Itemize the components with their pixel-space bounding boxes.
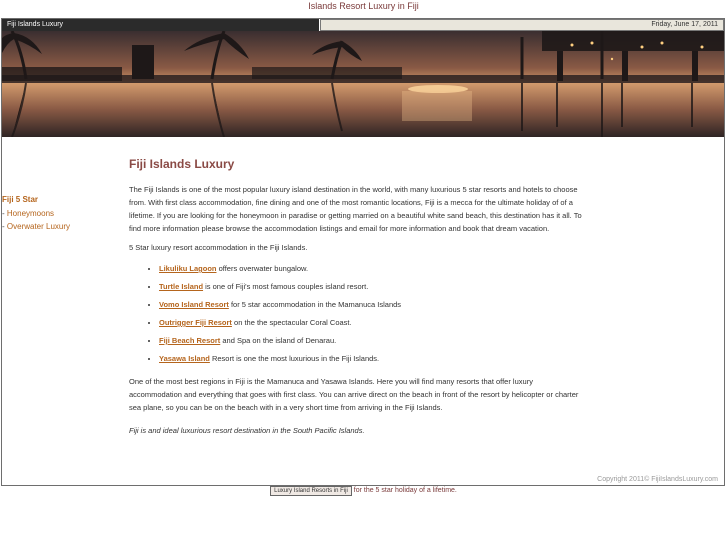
- list-intro: 5 Star luxury resort accommodation in the Fiji Islands.: [129, 243, 308, 252]
- main-content: [129, 157, 584, 443]
- footer: [0, 486, 727, 496]
- list-item: [159, 336, 584, 346]
- sidebar-item-dash: -: [2, 222, 7, 231]
- resort-link-vomo-island[interactable]: Vomo Island Resort: [159, 300, 229, 309]
- list-item: [159, 354, 584, 364]
- sunset-pool-banner: [2, 31, 724, 137]
- site-name: Fiji Islands Luxury: [2, 19, 319, 31]
- regions-paragraph: One of the most best regions in Fiji is the Mamanuca and Yasawa Islands. Here you will find many resorts that offer luxury accommodation and everything that goes with first class. You can arrive direct on the beach in front of the resort by helicopter or charter sea plane, so you can be on the beach with in a very short time from arriving in the Fiji Islands.: [129, 377, 579, 412]
- list-item: [159, 300, 584, 310]
- page-top-title: Islands Resort Luxury in Fiji: [308, 1, 419, 11]
- intro-paragraph: The Fiji Islands is one of the most popular luxury island destination in the world, with many luxurious 5 star resorts and hotels to choose from. With first class accommodation, fine dining and one of the most romantic locations, Fiji is a mecca for the ultimate holiday of of a lifetime. If you are looking for the honeymoon in paradise or getting married on a beautiful white sand beach, this destination has it all. To find more information please browse the accommodation listings and email for more information and book that dream vacation.: [129, 185, 582, 233]
- footer-badge-link[interactable]: Luxury Island Resorts in Fiji: [270, 486, 352, 496]
- page-title: Fiji Islands Luxury: [129, 157, 235, 171]
- sidebar-heading: Fiji 5 Star: [2, 195, 39, 204]
- banner-image: [2, 31, 724, 137]
- sidebar-item-honeymoons[interactable]: [2, 207, 122, 220]
- list-item: [159, 282, 584, 292]
- footer-text: for the 5 star holiday of a lifetime.: [351, 487, 457, 494]
- closing-paragraph: Fiji is and ideal luxurious resort destination in the South Pacific Islands.: [129, 426, 365, 435]
- resort-link-outrigger[interactable]: Outrigger Fiji Resort: [159, 318, 232, 327]
- resort-link-fiji-beach[interactable]: Fiji Beach Resort: [159, 336, 221, 345]
- resort-link-likuliku[interactable]: Likuliku Lagoon: [159, 264, 217, 273]
- page-frame: [1, 18, 725, 486]
- resort-desc: and Spa on the island of Denarau.: [220, 336, 337, 345]
- resort-link-turtle-island[interactable]: Turtle Island: [159, 282, 204, 291]
- sidebar-item-label: Honeymoons: [6, 209, 55, 218]
- resort-list: [129, 264, 584, 364]
- resort-desc: is one of Fiji's most famous couples island resort.: [203, 282, 369, 291]
- resort-desc: offers overwater bungalow.: [216, 264, 309, 273]
- resort-link-yasawa[interactable]: Yasawa Island: [159, 354, 210, 363]
- header-bar: [2, 19, 724, 31]
- date-display: Friday, June 17, 2011: [320, 19, 724, 31]
- sidebar-item-overwater-luxury[interactable]: [2, 220, 122, 233]
- sidebar-item-label: Overwater Luxury: [6, 222, 71, 231]
- resort-desc: for 5 star accommodation in the Mamanuca Islands: [228, 300, 402, 309]
- sidebar: [2, 193, 122, 233]
- list-item: [159, 318, 584, 328]
- resort-desc: Resort is one the most luxurious in the Fiji Islands.: [209, 354, 380, 363]
- copyright-text: Copyright 2011© FijiIslandsLuxury.com: [597, 476, 718, 483]
- resort-desc: on the the spectacular Coral Coast.: [231, 318, 352, 327]
- list-item: [159, 264, 584, 274]
- sidebar-item-dash: -: [2, 209, 7, 218]
